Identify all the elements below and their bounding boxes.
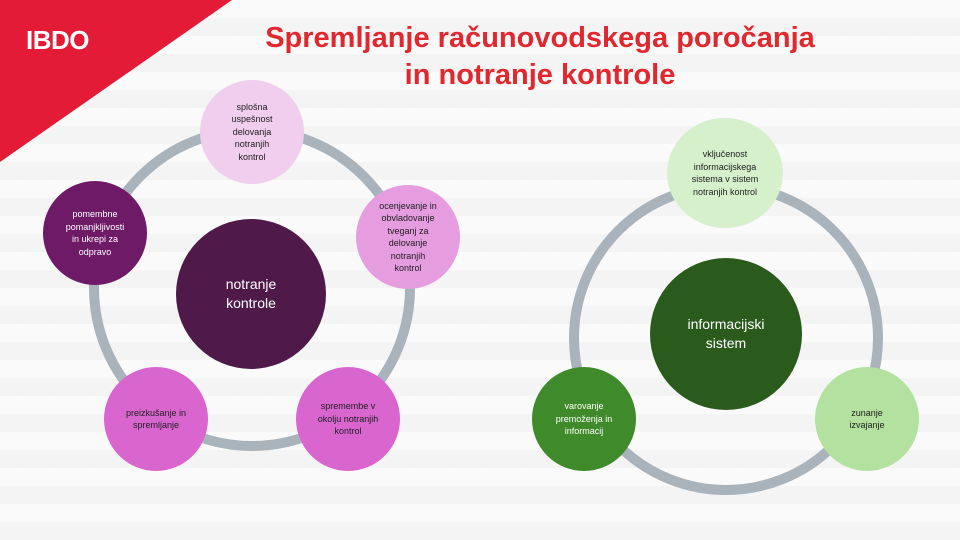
center-internal-controls <box>176 219 326 369</box>
node-overall-effectiveness-label: splošna uspešnost delovanja notranjih kontrol <box>231 101 273 162</box>
node-testing-monitoring <box>104 367 208 471</box>
node-environment-changes-label: spremembe v okolju notranjih kontrol <box>317 401 379 437</box>
node-environment-changes <box>296 367 400 471</box>
node-outsourcing-label: zunanje izvajanje <box>849 407 885 430</box>
page-title-line-1: Spremljanje računovodskega poročanja <box>265 22 815 54</box>
node-deficiencies-remedies-label: pomembne pomanjkljivosti in ukrepi za odpravo <box>65 209 125 257</box>
node-deficiencies-remedies <box>43 181 147 285</box>
node-testing-monitoring-label: preizkušanje in spremljanje <box>125 407 187 430</box>
bdo-logo-text: IBDO <box>26 26 89 54</box>
center-information-system-label: informacijski sistem <box>687 316 765 351</box>
node-risk-assessment-label: ocenjevanje in obvladovanje tveganj za delovanje notranjih kontrol <box>379 200 437 273</box>
node-asset-protection <box>532 367 636 471</box>
center-internal-controls-label: notranje kontrole <box>225 276 277 311</box>
node-asset-protection-label: varovanje premoženja in informacij <box>555 401 613 437</box>
node-is-integration-label: vključenost informacijskega sistema v sistem notranjih kontrol <box>691 149 759 197</box>
center-information-system <box>650 258 802 410</box>
page-title-line-2: in notranje kontrole <box>404 59 676 91</box>
node-overall-effectiveness <box>200 80 304 184</box>
node-is-integration <box>667 118 783 228</box>
node-risk-assessment <box>356 185 460 289</box>
node-outsourcing <box>815 367 919 471</box>
